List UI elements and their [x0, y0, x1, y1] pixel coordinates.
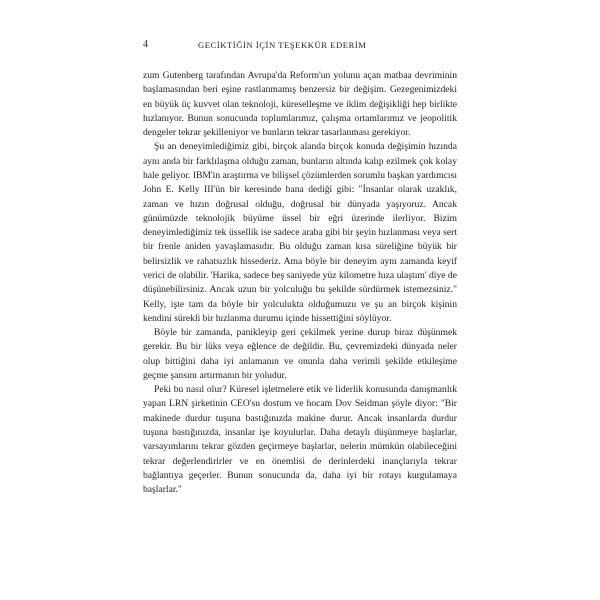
paragraph: Böyle bir zamanda, panikleyip geri çekilmek yerine durup biraz düşünmek gerekir. Bu bir lüks veya eğlence de değildir. Bu, çevremizdeki dünyada neler olup bittiğini daha iyi anlamanın ve onunla daha verimli şekilde etkileşime geçme şansını artırmanın bir yoludur. [143, 327, 457, 381]
running-title: GECİKTİĞİN İÇİN TEŞEKKÜR EDERİM [198, 40, 367, 50]
body-text [143, 69, 457, 497]
paragraph: Şu an deneyimlediğimiz gibi, birçok alanda birçok konuda değişimin hızında aynı anda bir farklılaşma olduğu zaman, bunların altında kalıp ezilmek çok kolay hale geliyor. IBM'in araştırma ve bilişsel çözümlerden sorumlu başkan yardımcısı John E. Kelly III'ün bir keresinde bana dediği gibi: "İnsanlar olarak uzaklık, zaman ve hızın doğrusal olduğu, doğrusal bir dünyada yaşıyoruz. Ancak günümüzde teknolojik büyüme üssel bir eğri üzerinde ilerliyor. Bizim deneyimlediğimiz tek üssellik ise sadece araba gibi bir şeyin hızlanması veya sert bir frenle aniden yavaşlamasıdır. Bu olduğu zaman kısa süreliğine büyük bir belirsizlik ve rahatsızlık hissederiz. Ama böyle bir deneyim aynı zamanda keyif verici de olabilir. 'Harika, sadece beş saniyede yüz kilometre hıza ulaştım' diye de düşünebilirsiniz. Ancak uzun bir yolculuğu bu şekilde sürdürmek istemezsiniz." Kelly, işte tam da böyle bir yolculukta olduğumuzu ve şu an birçok kişinin kendini sürekli bir hızlanma durumu içinde hissettiğini söylüyor. [143, 141, 457, 324]
running-header [143, 39, 457, 53]
paragraph: Peki bu nasıl olur? Küresel işletmelere etik ve liderlik konusunda danışmanlık yapan LRN şirketinin CEO'su dostum ve hocam Dov Seidman şöyle diyor: "Bir makinede durdur tuşuna bastığınızda makine durur. Ancak insanlarda durdur tuşuna bastığınızda, insanlar işe koyulurlar. Daha detaylı düşünmeye başlarlar, varsayımlarını tekrar gözden geçirmeye başlarlar, nelerin mümkün olabileceğini tekrar değerlendirirler ve en önemlisi de derinlerdeki inançlarıyla tekrar bağlantıya geçerler. Bunun sonucunda da, daha iyi bir rotayı kurgulamaya başlarlar." [143, 384, 457, 496]
paragraph: zum Gutenberg tarafından Avrupa'da Reform'un yolunu açan matbaa devriminin başlamasından beri eşine rastlanmamış benzersiz bir değişim. Gezegenimizdeki en büyük üç kuvvet olan teknoloji, küreselleşme ve iklim değişikliği hep birlikte hızlanıyor. Bunun sonucunda toplumlarımız, çalışma ortamlarımız ve jeopolitik dengeler tekrar şekilleniyor ve bunların tekrar tasarlanması gerekiyor. [143, 70, 457, 139]
page-number: 4 [143, 39, 149, 50]
